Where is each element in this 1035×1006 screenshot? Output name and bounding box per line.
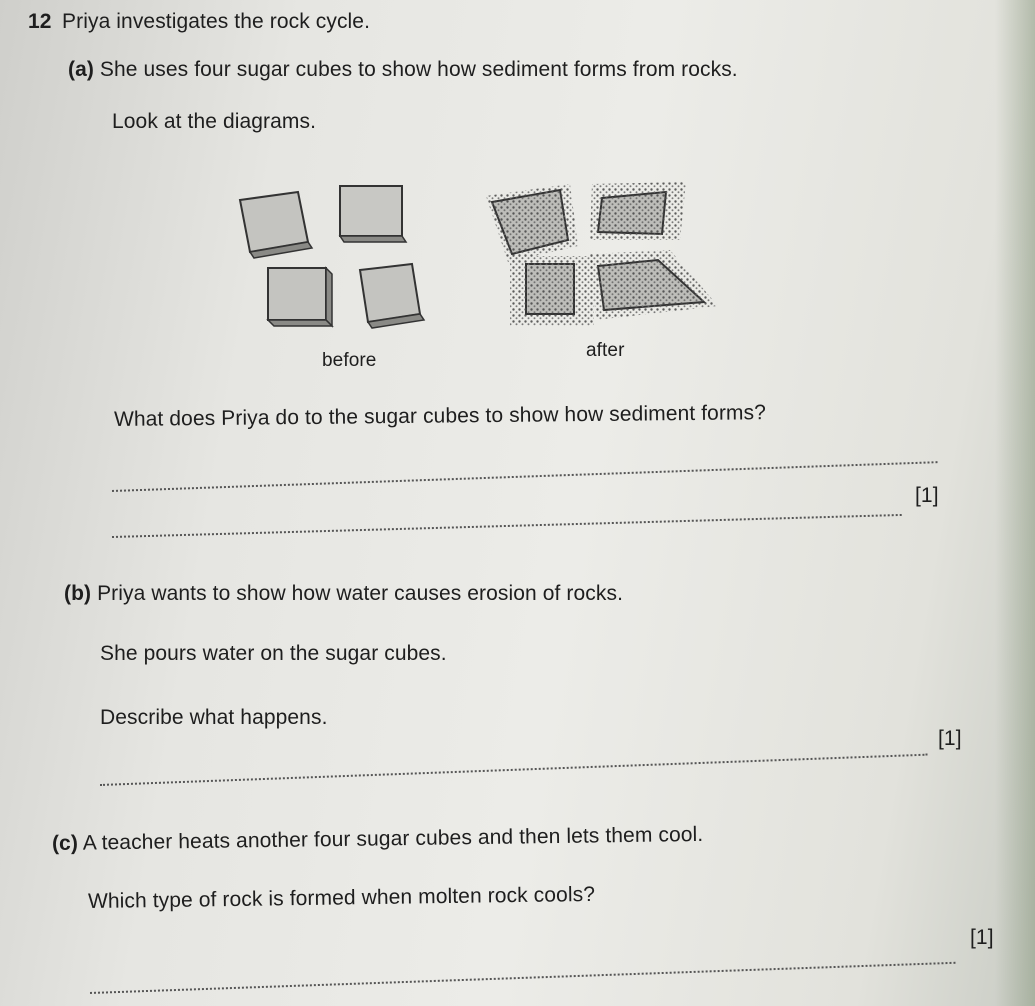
part-c-text: A teacher heats another four sugar cubes and then lets them cool.: [82, 822, 704, 855]
part-a-label: (a): [68, 58, 94, 81]
after-cubes: [486, 182, 718, 326]
sugar-cube-before: [240, 192, 312, 258]
part-b-marks: [1]: [938, 727, 962, 750]
part-a-intro: [68, 58, 738, 82]
part-b-intro: [64, 582, 623, 606]
part-c-intro: [52, 823, 704, 856]
question-title: Priya investigates the rock cycle.: [62, 10, 371, 33]
crushed-cube-after: [510, 256, 594, 326]
before-cubes: [240, 186, 424, 328]
page-edge-shadow: [995, 0, 1035, 1006]
before-label: before: [322, 350, 377, 371]
part-a-instruction: Look at the diagrams.: [112, 110, 317, 133]
sugar-cube-diagram: [230, 170, 730, 340]
part-c-question: Which type of rock is formed when molten rock cools?: [87, 882, 596, 913]
part-a-question: What does Priya do to the sugar cubes to show how sediment forms?: [113, 401, 767, 431]
part-a-marks: [1]: [915, 484, 939, 507]
part-b-text2: She pours water on the sugar cubes.: [100, 642, 447, 665]
crushed-cube-after: [590, 182, 686, 240]
part-c-marks: [1]: [970, 926, 994, 949]
part-a-text: She uses four sugar cubes to show how sediment forms from rocks.: [99, 58, 738, 81]
part-b-question: Describe what happens.: [100, 706, 328, 729]
crushed-cube-after: [590, 250, 718, 320]
answer-line[interactable]: [112, 461, 938, 492]
part-c-label: (c): [51, 831, 79, 855]
part-b-text: Priya wants to show how water causes erosion of rocks.: [97, 582, 624, 605]
answer-line[interactable]: [90, 962, 956, 994]
question-number: 12: [28, 10, 52, 33]
sugar-cube-before: [340, 186, 406, 242]
answer-line[interactable]: [112, 514, 902, 538]
after-label: after: [586, 340, 625, 361]
crushed-cube-after: [486, 184, 578, 262]
part-b-label: (b): [64, 582, 92, 605]
answer-line[interactable]: [100, 754, 928, 786]
sugar-cube-before: [360, 264, 424, 328]
sugar-cube-before: [268, 268, 332, 326]
